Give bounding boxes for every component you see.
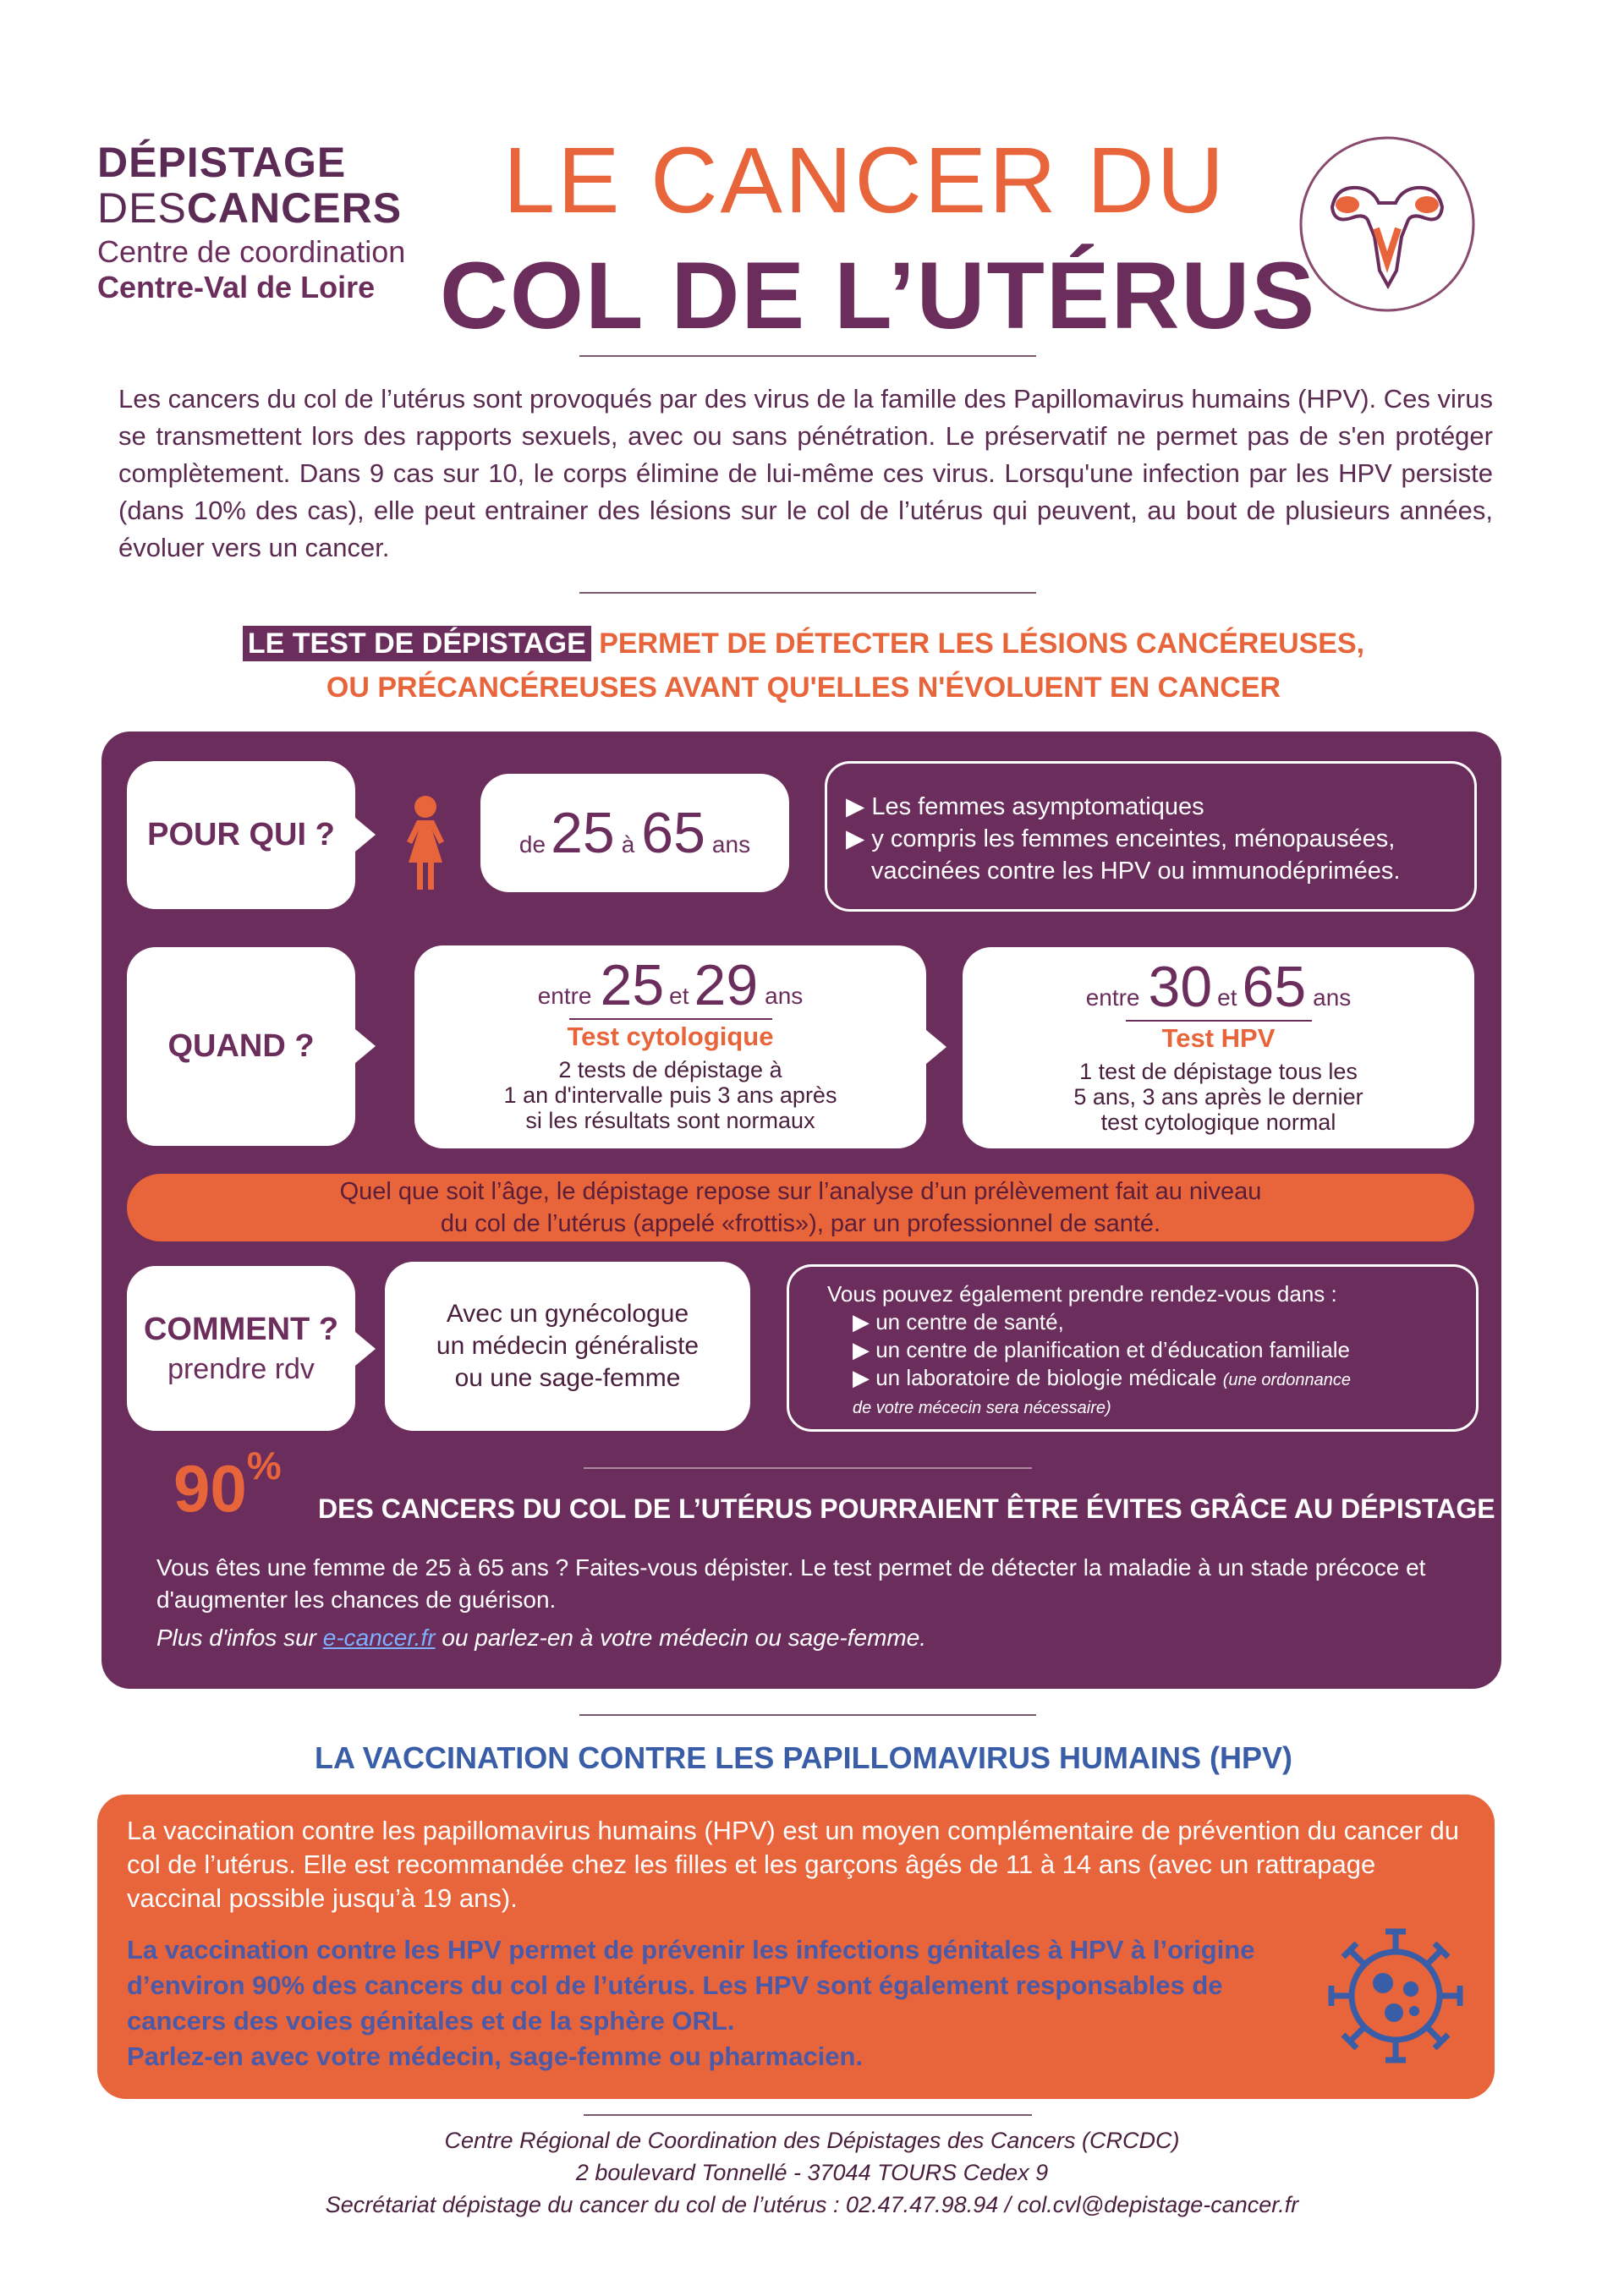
vaccination-p2: La vaccination contre les HPV permet de prévenir les infections génitales à HPV à l’origine d’environ 90% des cancers du col de l’utérus. Les HPV sont également responsables de cancers des voies génitales et de la sphère ORL. Parlez-en avec votre médecin, sage-femme ou pharmacien.	[127, 1935, 1255, 2071]
pointer	[355, 1029, 376, 1063]
pour-qui-details: ▶ Les femmes asymptomatiques ▶ y compris les femmes enceintes, ménopausées, vaccinées contre les HPV ou immunodéprimées.	[825, 761, 1477, 912]
virus-icon	[1320, 1920, 1472, 2072]
e-cancer-link[interactable]: e-cancer.fr	[322, 1625, 436, 1651]
stat-paragraph: Vous êtes une femme de 25 à 65 ans ? Faites-vous dépister. Le test permet de détecter la maladie à un stade précoce et d'augmenter les chances de guérison.	[156, 1554, 1426, 1613]
divider	[584, 1467, 1032, 1469]
pointer	[355, 818, 376, 852]
arrow-bullet-icon: ▶	[853, 1309, 876, 1334]
practitioners-box: Avec un gynécologue un médecin généraliste ou une sage-femme	[385, 1262, 750, 1431]
comment-label: COMMENT ? prendre rdv	[127, 1266, 355, 1431]
vaccination-title: LA VACCINATION CONTRE LES PAPILLOMAVIRUS HUMAINS (HPV)	[315, 1740, 1292, 1775]
other-locations: Vous pouvez également prendre rendez-vous dans : ▶ un centre de santé, ▶ un centre de planification et d’éducation familiale ▶ un laboratoire de biologie médicale (une ordonnance de votre mécecin sera nécessaire)	[787, 1264, 1479, 1432]
arrow-bullet-icon: ▶	[853, 1365, 876, 1390]
subhead-highlight: LE TEST DE DÉPISTAGE	[243, 626, 591, 661]
list-item: ▶ un laboratoire de biologie médicale (une ordonnance	[853, 1365, 1351, 1390]
stat-more-info: Plus d'infos sur e-cancer.fr ou parlez-en à votre médecin ou sage-femme.	[156, 1625, 927, 1651]
uterus-icon	[1298, 135, 1476, 313]
divider	[579, 592, 1036, 594]
divider	[579, 355, 1036, 357]
footer: Centre Régional de Coordination des Dépistages des Cancers (CRCDC) 2 boulevard Tonnellé - 37044 TOURS Cedex 9 Secrétariat dépistage du cancer du col de l’utérus : 02.47.47.98.94 / col.cvl@depistage-cancer.fr	[325, 2128, 1299, 2217]
pour-qui-label: POUR QUI ?	[127, 761, 355, 909]
age-range-box: de 25 à 65 ans	[480, 774, 789, 892]
logo-line2: DESCANCERS	[97, 184, 403, 232]
page-title-line1: LE CANCER DU	[503, 129, 1227, 233]
logo-line1: DÉPISTAGE	[97, 139, 347, 186]
logo-line4: Centre-Val de Loire	[97, 270, 376, 304]
screening-subhead: LE TEST DE DÉPISTAGE PERMET DE DÉTECTER LES LÉSIONS CANCÉREUSES, OU PRÉCANCÉREUSES AVANT QU'ELLES N'ÉVOLUENT EN CANCER	[169, 622, 1438, 710]
divider	[579, 1714, 1036, 1716]
intro-paragraph: Les cancers du col de l’utérus sont provoqués par des virus de la famille des Papillomavirus humains (HPV). Ces virus se transmettent lors des rapports sexuels, avec ou sans pénétration. Le préservatif ne permet pas de s'en protéger complètement. Dans 9 cas sur 10, le corps élimine de lui-même ces virus. Lorsqu'une infection par les HPV persiste (dans 10% des cas), elle peut entrainer des lésions sur le col de l’utérus qui peuvent, au bout de plusieurs années, évoluer vers un cancer.	[118, 384, 1493, 562]
test-hpv-box: entre 30 et 65 ans Test HPV 1 test de dépistage tous les 5 ans, 3 ans après le dernier test cytologique normal	[963, 947, 1474, 1148]
list-item: ▶ un centre de santé,	[853, 1309, 1064, 1334]
quand-label: QUAND ?	[127, 947, 355, 1146]
list-item: ▶ y compris les femmes enceintes, ménopausées,	[846, 825, 1396, 852]
pointer	[926, 1030, 946, 1064]
logo-line3: Centre de coordination	[97, 234, 406, 269]
stat-figure: 90%	[173, 1444, 282, 1526]
logo	[97, 140, 427, 305]
frottis-note: Quel que soit l’âge, le dépistage repose sur l’analyse d’un prélèvement fait au niveau du col de l’utérus (appelé «frottis»), par un professionnel de santé.	[127, 1174, 1474, 1241]
test-cytologique-box: entre 25 et 29 ans Test cytologique 2 tests de dépistage à 1 an d'intervalle puis 3 ans après si les résultats sont normaux	[414, 945, 926, 1148]
page-title-line2: COL DE L’UTÉRUS	[440, 243, 1317, 348]
arrow-bullet-icon: ▶	[853, 1337, 876, 1362]
list-item: ▶ un centre de planification et d’éducation familiale	[853, 1337, 1351, 1362]
woman-icon	[392, 795, 459, 892]
pointer	[355, 1332, 376, 1366]
arrow-bullet-icon: ▶	[846, 825, 872, 852]
vaccination-p1: La vaccination contre les papillomavirus humains (HPV) est un moyen complémentaire de prévention du cancer du col de l’utérus. Elle est recommandée chez les filles et les garçons âgés de 11 à 14 ans (avec un rattrapage vaccinal possible jusqu’à 19 ans).	[127, 1816, 1459, 1913]
list-item: ▶ Les femmes asymptomatiques	[846, 793, 1204, 820]
stat-text: DES CANCERS DU COL DE L’UTÉRUS POURRAIENT ÊTRE ÉVITES GRÂCE AU DÉPISTAGE	[318, 1493, 1495, 1524]
divider	[584, 2114, 1032, 2116]
arrow-bullet-icon: ▶	[846, 793, 872, 820]
